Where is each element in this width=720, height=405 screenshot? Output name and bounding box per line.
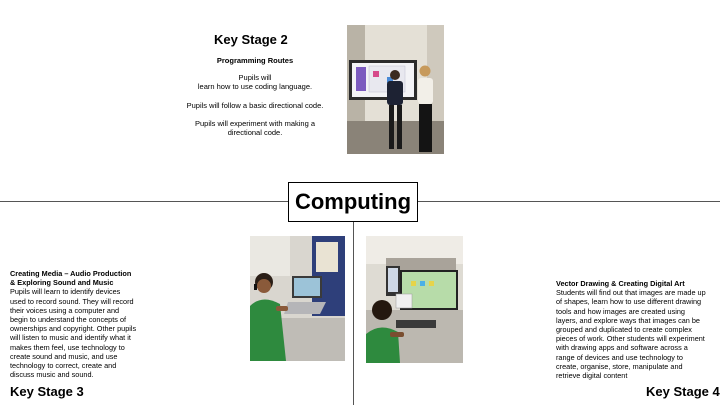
ks2-p3-line1: Pupils will experiment with making a <box>194 119 316 128</box>
ks3-line: begin to understand the concepts of <box>10 315 127 325</box>
ks4-line: of shapes, learn how to use different drawing <box>556 297 702 307</box>
ks4-line: with drawing apps and software across a <box>556 343 688 353</box>
ks3-photo <box>250 236 345 361</box>
ks2-paragraph-2: Pupils will follow a basic directional code. <box>186 101 324 110</box>
ks4-photo <box>366 236 463 363</box>
ks3-line: makes them feel, use technology to <box>10 342 125 352</box>
ks4-line: Students will find out that images are made up <box>556 288 706 298</box>
ks3-line: ownerships and copyright. Other pupils <box>10 324 137 334</box>
ks3-title-line1: Creating Media – Audio Production <box>10 269 132 278</box>
ks2-heading: Key Stage 2 <box>214 32 288 47</box>
ks3-line: used to record sound. They will record <box>10 296 134 306</box>
ks2-photo <box>347 25 444 154</box>
ks3-label: Key Stage 3 <box>10 384 84 399</box>
ks2-p1-line1: Pupils will <box>238 73 272 82</box>
ks2-p1-line2: learn how to use coding language. <box>197 82 313 91</box>
ks2-paragraph-3 <box>178 119 332 137</box>
ks4-description <box>556 279 716 380</box>
ks3-line: their voices using a computer and <box>10 305 120 315</box>
ks3-description <box>10 269 145 379</box>
ks4-line: grouped and duplicated to create complex <box>556 325 692 335</box>
ks3-line: technology to correct, create and <box>10 361 117 371</box>
ks4-line: create, organise, store, manipulate and <box>556 361 683 371</box>
page-title: Computing <box>288 182 418 222</box>
ks4-line: retrieve digital content <box>556 371 628 381</box>
ks4-line: tools and how images are created using <box>556 306 685 316</box>
ks2-paragraph-1 <box>178 73 332 91</box>
ks2-p3-line2: directional code. <box>227 128 283 137</box>
ks4-line: pieces of work. Other students will experiment <box>556 334 705 344</box>
ks2-subheading: Programming Routes <box>216 56 294 65</box>
ks4-title: Vector Drawing & Creating Digital Art <box>556 279 685 288</box>
ks3-title-line2: & Exploring Sound and Music <box>10 278 114 288</box>
ks3-line: Pupils will learn to identify devices <box>10 287 121 297</box>
ks3-line: discuss music and sound. <box>10 370 94 380</box>
vertical-divider <box>353 202 354 405</box>
ks4-line: layers, and explore ways that images can be <box>556 315 700 325</box>
ks4-line: range of devices and use technology to <box>556 352 683 362</box>
ks3-line: create sound and music, and use <box>10 351 118 361</box>
ks4-label: Key Stage 4 <box>646 384 720 399</box>
ks3-line: will listen to music and identify what it <box>10 333 131 343</box>
